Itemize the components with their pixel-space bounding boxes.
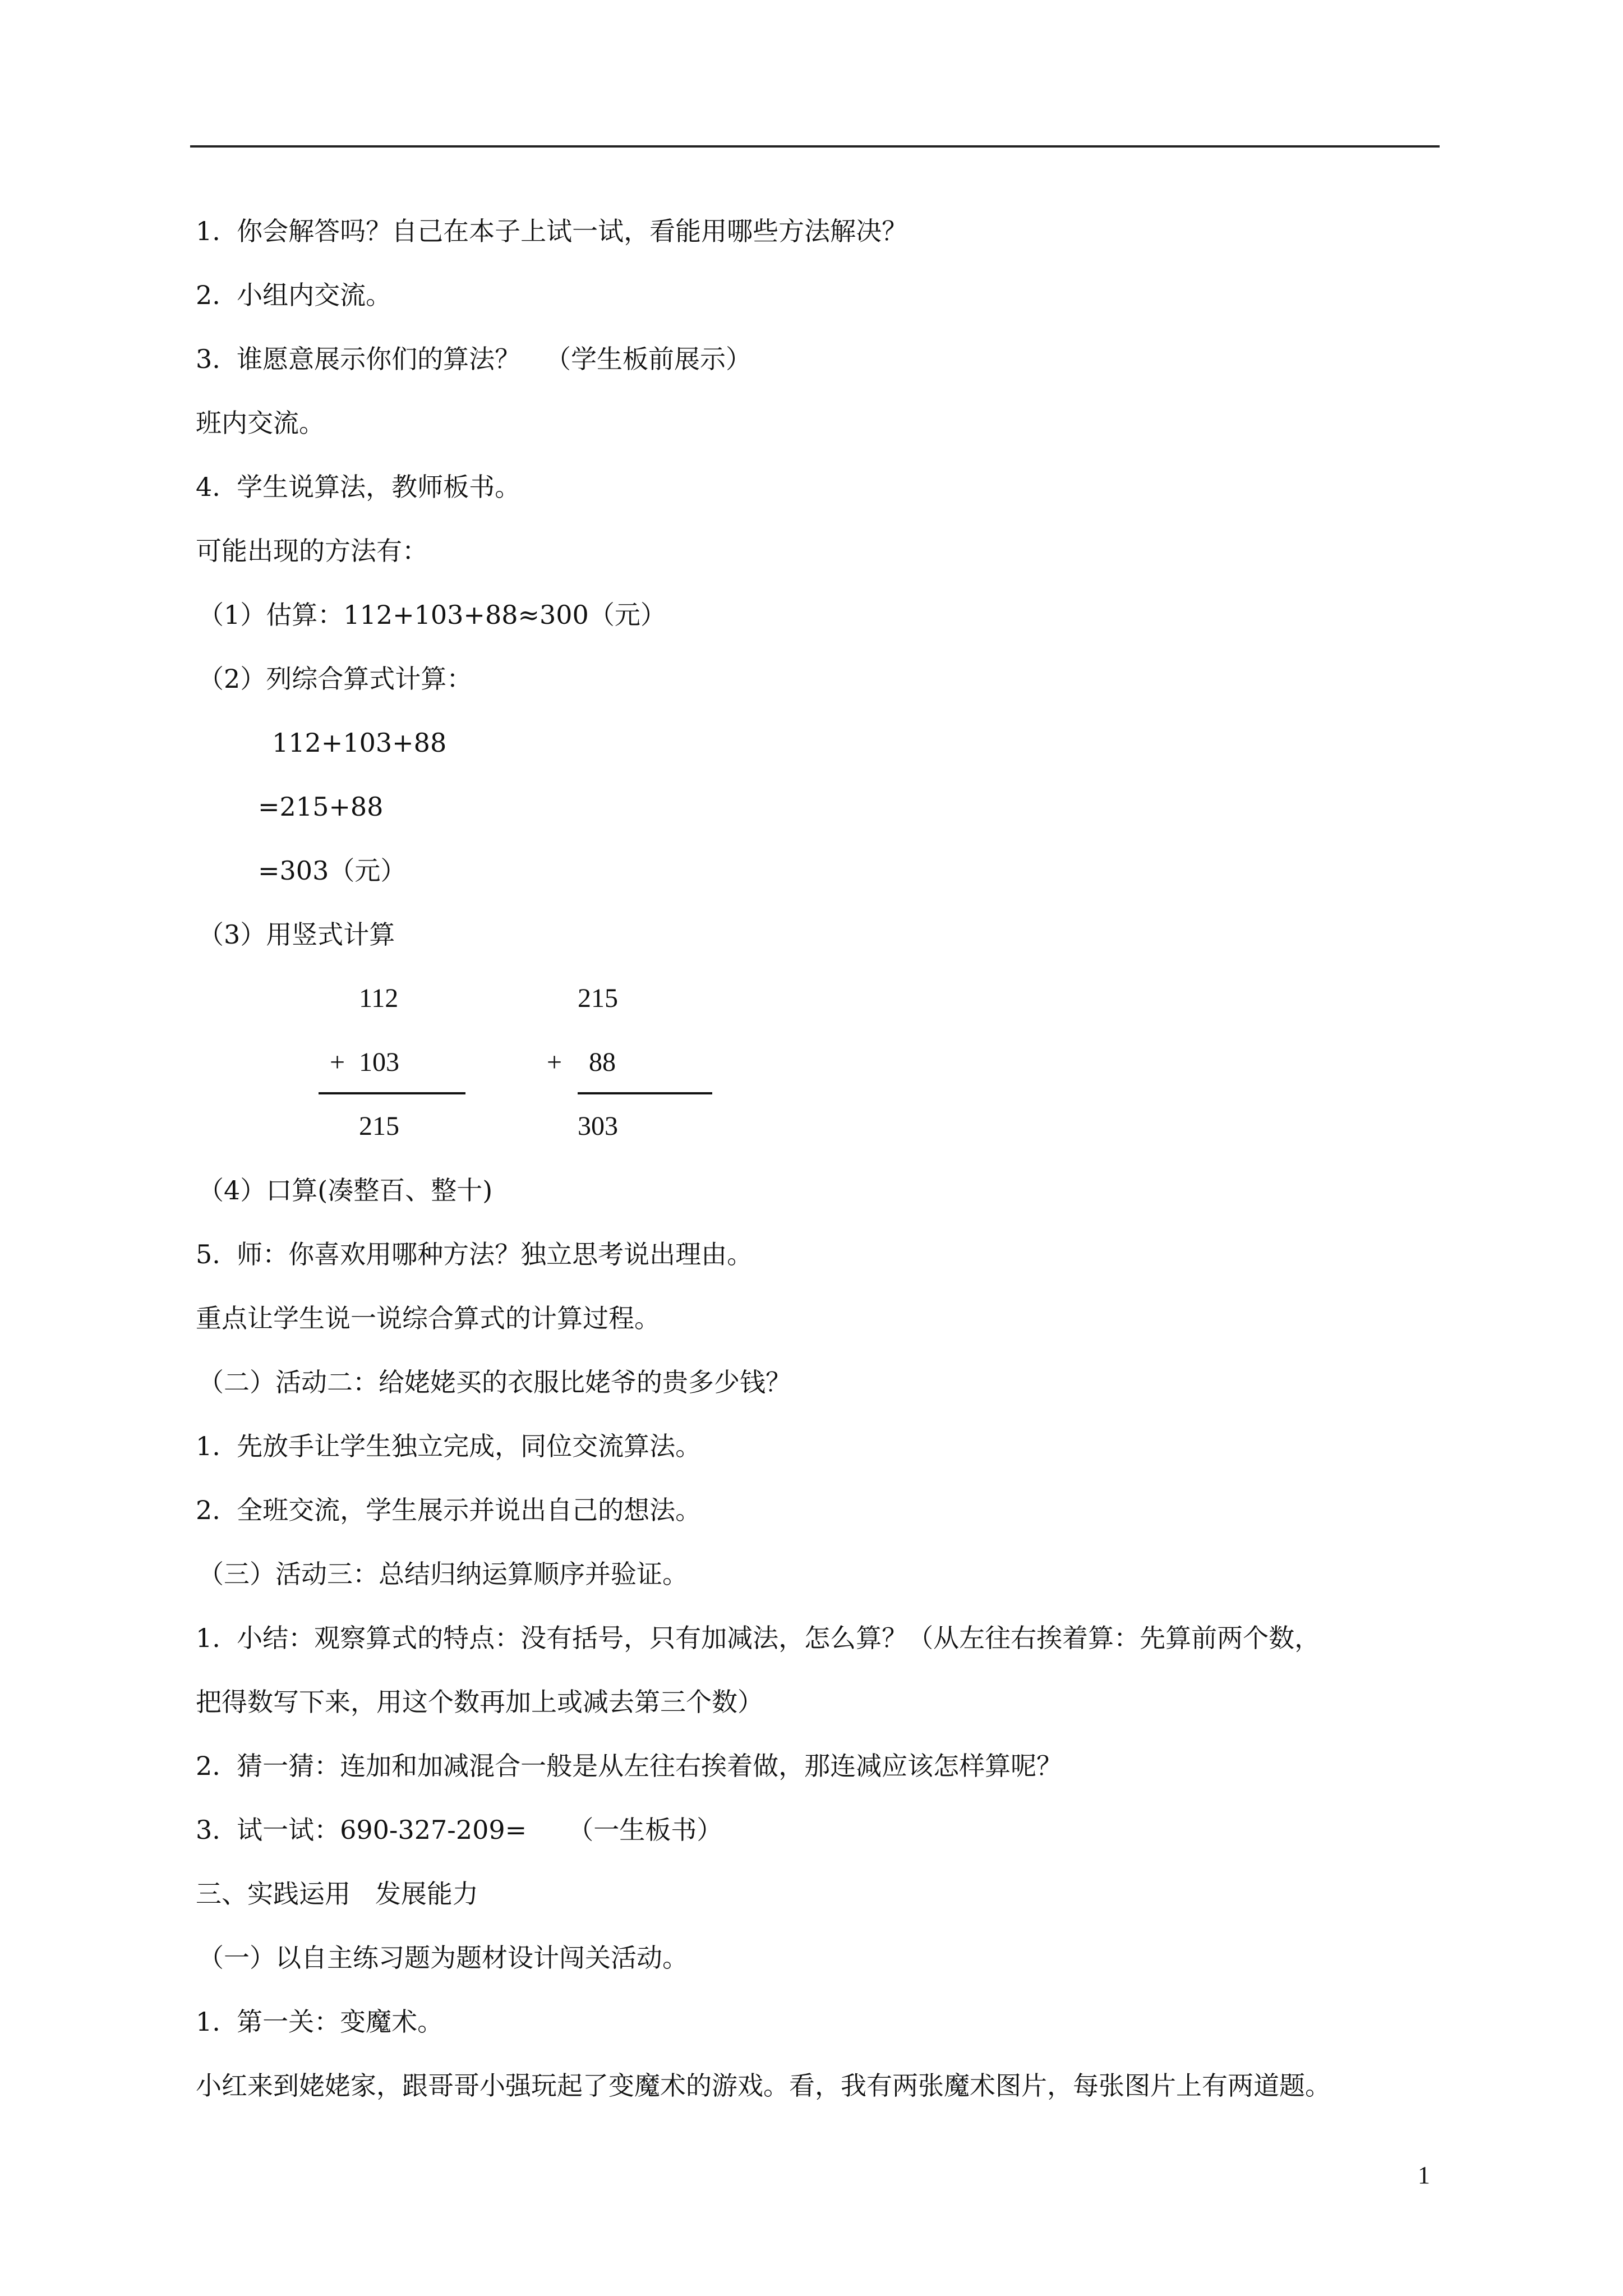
calc-line: =303（元） xyxy=(258,855,407,886)
calc-top-number: 112 xyxy=(359,983,399,1013)
calc-underline xyxy=(578,1092,712,1094)
text-line: 1. 你会解答吗？自己在本子上试一试，看能用哪些方法解决？ xyxy=(196,216,908,246)
section-heading: 三、实践运用 发展能力 xyxy=(196,1879,478,1909)
text-line: 把得数写下来，用这个数再加上或减去第三个数） xyxy=(196,1687,763,1717)
text-line: （1）估算：112+103+88≈300（元） xyxy=(198,600,666,630)
calc-top-number: 215 xyxy=(578,983,618,1013)
text-line: 可能出现的方法有： xyxy=(196,536,428,566)
text-line: 1. 小结：观察算式的特点：没有括号，只有加减法，怎么算？（从左往右挨着算：先算前两个数， xyxy=(196,1623,1321,1653)
text-line: 2. 全班交流，学生展示并说出自己的想法。 xyxy=(196,1495,702,1525)
header-rule xyxy=(190,145,1440,148)
text-line: （一）以自主练习题为题材设计闯关活动。 xyxy=(198,1943,688,1973)
text-line: 2. 小组内交流。 xyxy=(196,280,392,310)
page-number: 1 xyxy=(1418,2161,1430,2189)
text-line: （4）口算(凑整百、整十) xyxy=(198,1175,493,1205)
text-line: 3. 试一试：690-327-209= （一生板书） xyxy=(196,1815,723,1845)
calc-line: =215+88 xyxy=(258,792,384,822)
calc-result: 303 xyxy=(578,1111,618,1141)
text-line: 班内交流。 xyxy=(196,408,325,438)
calc-operator: + xyxy=(330,1047,345,1077)
calc-addend: 103 xyxy=(359,1047,399,1077)
text-line: 2. 猜一猜：连加和加减混合一般是从左往右挨着做，那连减应该怎样算呢？ xyxy=(196,1751,1063,1781)
text-line: 4. 学生说算法，教师板书。 xyxy=(196,472,521,502)
calc-line: 112+103+88 xyxy=(272,728,447,758)
text-line: 重点让学生说一说综合算式的计算过程。 xyxy=(196,1303,660,1333)
text-line: 5. 师：你喜欢用哪种方法？独立思考说出理由。 xyxy=(196,1239,753,1269)
text-line: （三）活动三：总结归纳运算顺序并验证。 xyxy=(198,1559,688,1589)
text-line: 小红来到姥姥家，跟哥哥小强玩起了变魔术的游戏。看，我有两张魔术图片，每张图片上有两道题。 xyxy=(196,2070,1331,2101)
calc-underline xyxy=(319,1092,465,1094)
text-line: （二）活动二：给姥姥买的衣服比姥爷的贵多少钱？ xyxy=(198,1367,791,1397)
text-line: 3. 谁愿意展示你们的算法？ （学生板前展示） xyxy=(196,344,751,374)
text-line: （3）用竖式计算 xyxy=(198,919,395,950)
text-line: 1. 先放手让学生独立完成，同位交流算法。 xyxy=(196,1431,702,1461)
text-line: 1. 第一关：变魔术。 xyxy=(196,2007,444,2037)
text-line: （2）列综合算式计算： xyxy=(198,664,473,694)
calc-operator: + xyxy=(547,1047,562,1077)
calc-result: 215 xyxy=(359,1111,399,1141)
calc-addend: 88 xyxy=(589,1047,616,1077)
